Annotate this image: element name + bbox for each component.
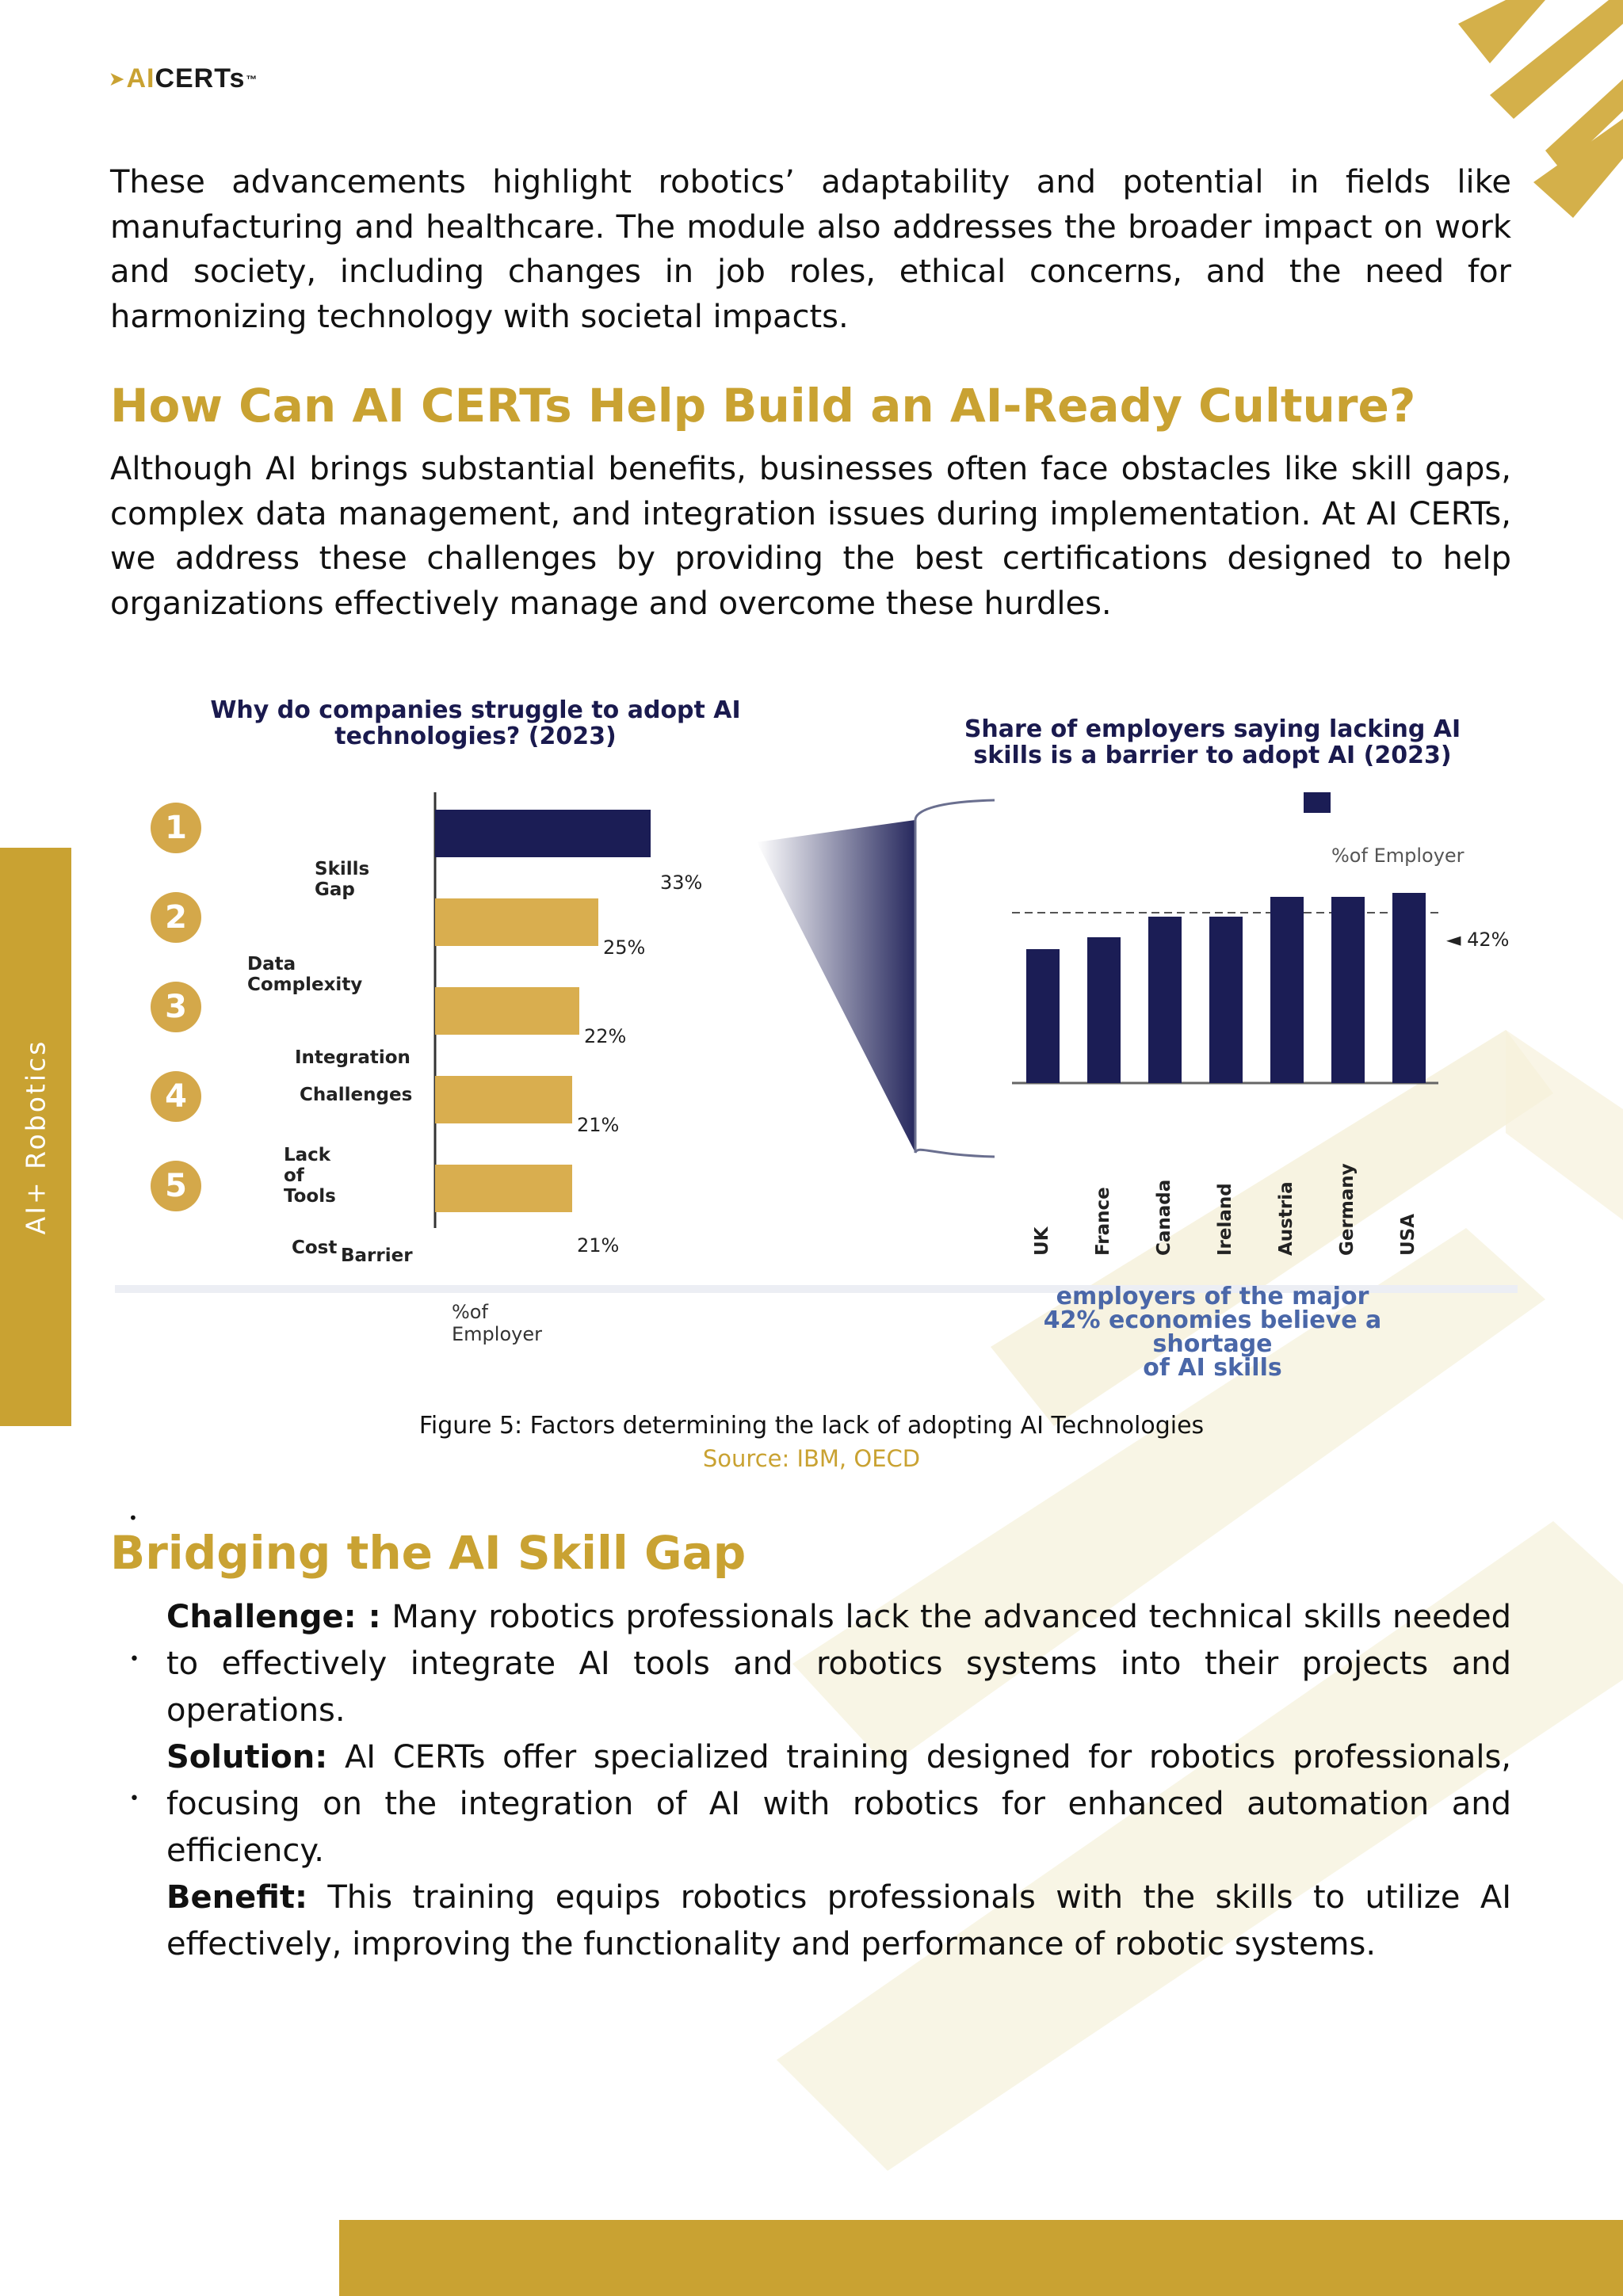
- chart-note-line: 42% economies believe a shortage: [1043, 1306, 1382, 1358]
- country-label: France: [1093, 1187, 1113, 1256]
- bar: [1026, 949, 1060, 1083]
- chart-note-line: employers of the major: [1056, 1283, 1369, 1310]
- solution-label: Solution:: [166, 1739, 328, 1775]
- bar: [1209, 917, 1243, 1083]
- rank-circle: 1: [151, 803, 201, 853]
- bar: [1148, 917, 1182, 1083]
- category-label: Skills Gap: [315, 859, 370, 900]
- figure-caption: Figure 5: Factors determining the lack of adopting AI Technologies: [418, 1412, 1205, 1440]
- heading-bullet: •: [128, 1508, 138, 1527]
- chart-note: [1006, 1285, 1419, 1380]
- benefit-item: [166, 1875, 1511, 1968]
- chart2-title: Share of employers saying lacking AI skills is a barrier to adopt AI (2023): [964, 715, 1461, 769]
- intro-paragraph: These advancements highlight robotics’ adaptability and potential in fields like manufacturing and healthcare. The module also addresses the broader impact on work and society, including changes in job roles, ethical concerns, and the need for harmonizing technology with societal impacts.: [110, 164, 1511, 335]
- logo-arrow-icon: ➤: [109, 68, 125, 89]
- chart1-xlabel: %of Employer: [452, 1301, 542, 1345]
- rank-circle: 3: [151, 982, 201, 1032]
- value-label: 21%: [577, 1114, 620, 1136]
- challenge-text: Many robotics professionals lack the advanced technical skills needed to effectively integrate AI tools and robotics systems into their projects and operations.: [166, 1599, 1512, 1729]
- chart2-legend: %of Employer: [1331, 845, 1465, 867]
- chart-note-line: of AI skills: [1143, 1354, 1282, 1382]
- chart2-xaxis: [1012, 1153, 1440, 1264]
- country-label: Austria: [1276, 1181, 1296, 1256]
- reference-label: ◄ 42%: [1446, 929, 1510, 951]
- rank-circle: 5: [151, 1161, 201, 1211]
- solution-item: [166, 1734, 1511, 1875]
- value-label: 25%: [603, 936, 646, 959]
- section-heading-ai-ready: How Can AI CERTs Help Build an AI-Ready Culture?: [110, 379, 1416, 433]
- category-label: Barrier: [341, 1245, 413, 1266]
- chart1-title: Why do companies struggle to adopt AI technologies? (2023): [210, 696, 741, 750]
- ai-certs-logo: ➤ AI CERTs ™: [109, 63, 258, 93]
- category-label: Integration: [295, 1047, 411, 1068]
- bar: [1270, 897, 1304, 1083]
- category-label: Lack of Tools: [284, 1145, 336, 1207]
- country-label: USA: [1398, 1213, 1419, 1256]
- section-ai-ready-paragraph: Although AI brings substantial benefits, businesses often face obstacles like skill gaps, complex data management, and integration issues during implementation. At AI CERTs, we address these challenges by providing the best certifications designed to help organizations effectively manage and overcome these hurdles.: [110, 451, 1511, 622]
- value-label: 33%: [660, 871, 703, 894]
- value-label: 22%: [584, 1025, 627, 1047]
- country-label: Canada: [1154, 1179, 1174, 1256]
- bar: [1392, 893, 1426, 1083]
- benefit-label: Benefit:: [166, 1879, 307, 1916]
- country-label: Ireland: [1215, 1183, 1235, 1256]
- category-label: Cost: [292, 1238, 338, 1258]
- challenge-label: Challenge: :: [166, 1599, 381, 1635]
- country-label: Germany: [1337, 1163, 1358, 1256]
- category-label: Challenges: [300, 1085, 413, 1105]
- bullet-marker: •: [129, 1650, 139, 1669]
- rank-circle: 4: [151, 1071, 201, 1122]
- footer-bar: [339, 2220, 1623, 2296]
- solution-text: AI CERTs offer specialized training designed for robotics professionals, focusing on the integration of AI with robotics for enhanced automation and efficiency.: [166, 1739, 1511, 1869]
- benefit-text: This training equips robotics professionals with the skills to utilize AI effectively, improving the functionality and performance of robotic systems.: [166, 1879, 1512, 1962]
- section-heading-skill-gap: Bridging the AI Skill Gap: [110, 1526, 747, 1580]
- value-label: 21%: [577, 1234, 620, 1257]
- side-tab-label: AI+ Robotics: [20, 1039, 52, 1235]
- country-label: UK: [1032, 1226, 1052, 1256]
- bar: [1331, 897, 1365, 1083]
- bullet-marker: •: [129, 1789, 139, 1809]
- challenge-item: [166, 1594, 1511, 1734]
- category-label: Data Complexity: [247, 954, 363, 995]
- figure-source: Source: IBM, OECD: [702, 1445, 921, 1472]
- rank-circle: 2: [151, 892, 201, 943]
- bar: [1087, 937, 1121, 1083]
